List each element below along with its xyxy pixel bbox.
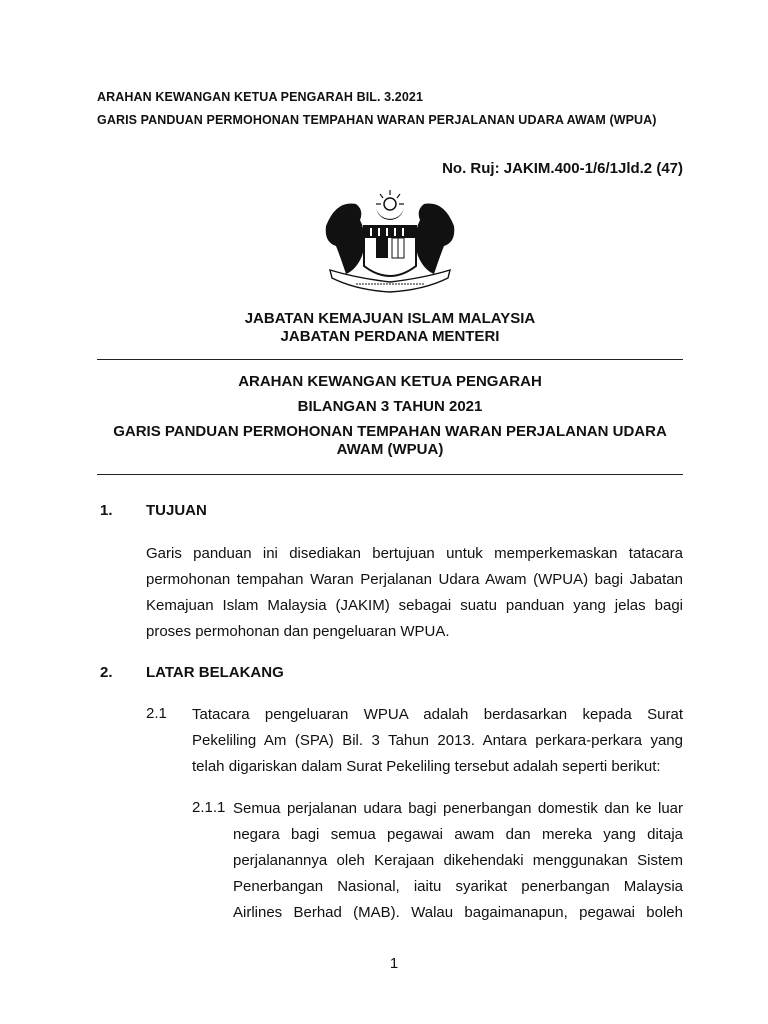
section-2-title: LATAR BELAKANG (146, 664, 284, 681)
paragraph-line: Pekeliling Am (SPA) Bil. 3 Tahun 2013. Antara perkara-perkara yang (192, 732, 683, 749)
agency-name: JABATAN KEMAJUAN ISLAM MALAYSIA (244, 310, 536, 327)
header-line-1: ARAHAN KEWANGAN KETUA PENGARAH BIL. 3.2021 (97, 90, 423, 104)
section-1-number: 1. (100, 502, 113, 519)
header-line-2: GARIS PANDUAN PERMOHONAN TEMPAHAN WARAN PERJALANAN UDARA AWAM (WPUA) (97, 113, 657, 127)
section-1-paragraph (146, 544, 683, 648)
title-line-2: BILANGAN 3 TAHUN 2021 (297, 398, 483, 415)
subsection-2-1-1-number: 2.1.1 (192, 799, 226, 816)
subsection-2-1-paragraph (192, 705, 683, 783)
paragraph-line: telah digariskan dalam Surat Pekeliling tersebut adalah seperti berikut: (192, 758, 661, 775)
subsection-2-1-number: 2.1 (146, 705, 167, 722)
paragraph-line: Tatacara pengeluaran WPUA adalah berdasarkan kepada Surat (192, 706, 683, 723)
paragraph-line: Semua perjalanan udara bagi penerbangan domestik dan ke luar (233, 800, 683, 817)
divider-top (97, 359, 683, 360)
paragraph-line: proses permohonan dan pengeluaran WPUA. (146, 623, 450, 640)
paragraph-line: perjalanannya oleh Kerajaan dikehendaki menggunakan Sistem (233, 852, 683, 869)
subsection-2-1-1-paragraph (233, 799, 683, 929)
paragraph-line: Penerbangan Nasional, iaitu syarikat penerbangan Malaysia (233, 878, 683, 895)
paragraph-line: Airlines Berhad (MAB). Walau bagaimanapun, pegawai boleh (233, 904, 683, 921)
paragraph-line: Garis panduan ini disediakan bertujuan untuk memperkemaskan tatacara (146, 545, 683, 562)
reference-number: No. Ruj: JAKIM.400-1/6/1Jld.2 (47) (442, 160, 683, 177)
section-2-number: 2. (100, 664, 113, 681)
paragraph-line: Kemajuan Islam Malaysia (JAKIM) sebagai suatu panduan yang jelas bagi (146, 597, 683, 614)
page-number: 1 (389, 955, 399, 972)
divider-bottom (97, 474, 683, 475)
title-line-3: GARIS PANDUAN PERMOHONAN TEMPAHAN WARAN PERJALANAN UDARA (113, 423, 667, 440)
section-1-title: TUJUAN (146, 502, 207, 519)
paragraph-line: negara bagi semua pegawai awam dan mereka yang ditaja (233, 826, 683, 843)
agency-department: JABATAN PERDANA MENTERI (280, 328, 500, 345)
malaysia-coat-of-arms-logo (316, 186, 464, 298)
paragraph-line: permohonan tempahan Waran Perjalanan Udara Awam (WPUA) bagi Jabatan (146, 571, 683, 588)
title-line-4: AWAM (WPUA) (336, 441, 444, 458)
title-line-1: ARAHAN KEWANGAN KETUA PENGARAH (238, 373, 542, 390)
